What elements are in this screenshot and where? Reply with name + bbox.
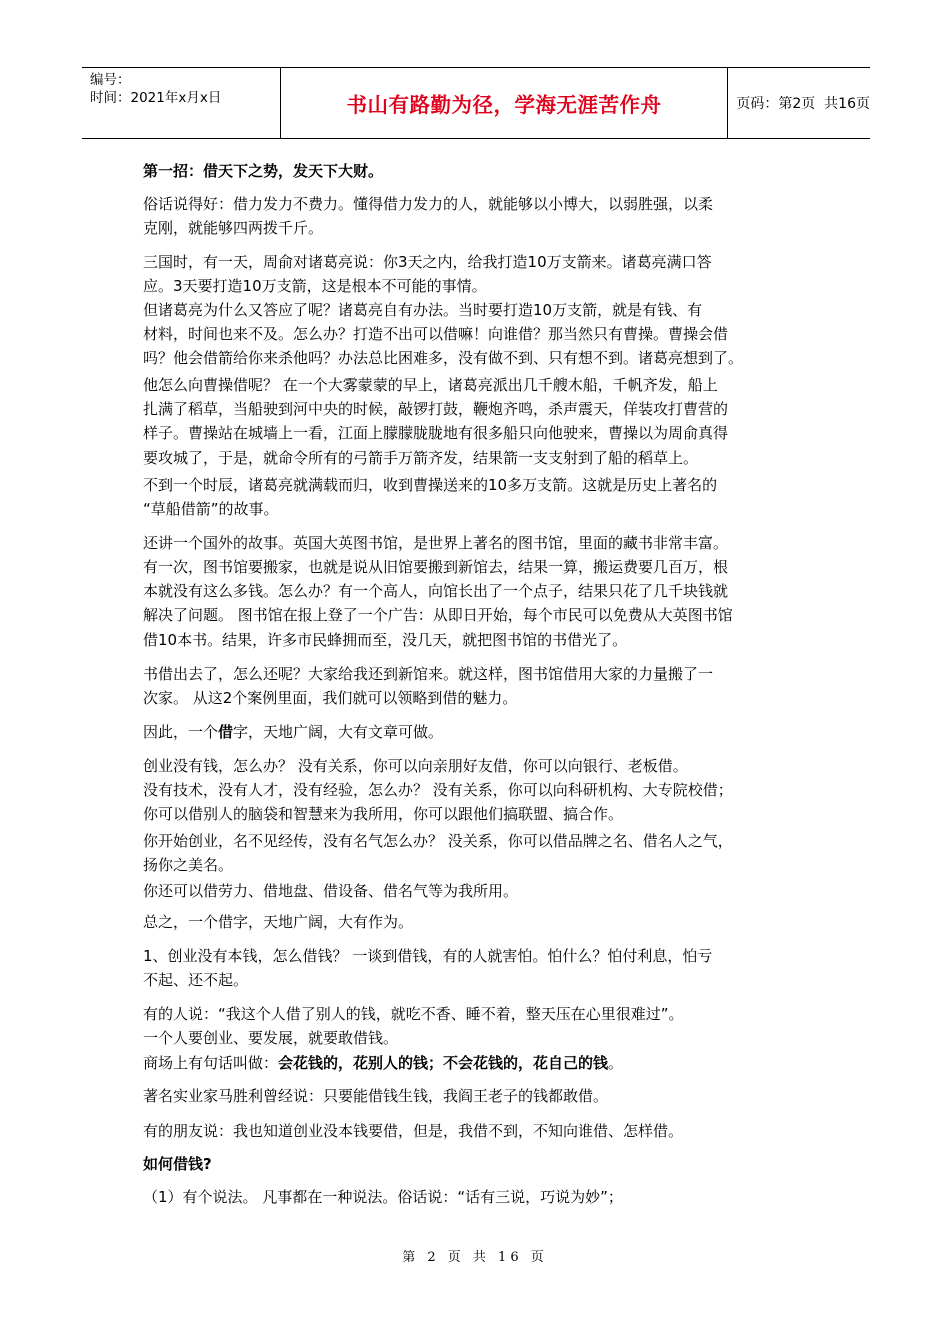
subheading: 如何借钱? [143, 1155, 212, 1173]
text-span: 字，天地广阔，大有文章可做。 [233, 723, 444, 741]
text-span: 。 [608, 1054, 624, 1072]
paragraph-line: 著名实业家马胜利曾经说：只要能借钱生钱，我阎王老子的钱都敢借。 [143, 1087, 609, 1105]
paragraph-line: “草船借箭”的故事。 [143, 500, 279, 518]
paragraph-line: 创业没有钱，怎么办？ 没有关系，你可以向亲朋好友借，你可以向银行、老板借。 [143, 757, 688, 775]
paragraph-line: 不到一个时辰，诸葛亮就满载而归，收到曹操送来的10多万支箭。这就是历史上著名的 [143, 476, 718, 494]
page-footer: 第 2 页 共 16 页 [402, 1250, 548, 1265]
paragraph-line: 总之，一个借字，天地广阔，大有作为。 [143, 913, 414, 931]
paragraph-line: 扎满了稻草，当船驶到河中央的时候，敲锣打鼓，鞭炮齐鸣，杀声震天，佯装攻打曹营的 [143, 400, 729, 418]
paragraph-line: 材料，时间也来不及。怎么办？打造不出可以借嘛！向谁借？那当然只有曹操。曹操会借 [143, 325, 729, 343]
number-label: 编号： [90, 72, 131, 88]
paragraph-line: 你可以借别人的脑袋和智慧来为我所用，你可以跟他们搞联盟、搞合作。 [143, 805, 624, 823]
text-span: 商场上有句话叫做： [143, 1054, 279, 1072]
paragraph-line: 扬你之美名。 [143, 856, 234, 874]
paragraph-line: 不起、还不起。 [143, 971, 249, 989]
paragraph-line: 有的朋友说：我也知道创业没本钱要借，但是，我借不到，不知向谁借、怎样借。 [143, 1122, 684, 1140]
paragraph-line: 吗？他会借箭给你来杀他吗？办法总比困难多，没有做不到、只有想不到。诸葛亮想到了。 [143, 349, 744, 367]
paragraph-line: 有的人说：“我这个人借了别人的钱，就吃不香、睡不着，整天压在心里很难过”。 [143, 1005, 684, 1023]
text-span: 因此，一个 [143, 723, 219, 741]
emphasis-line [143, 1052, 623, 1074]
paragraph-line: 三国时，有一天，周俞对诸葛亮说：你3天之内，给我打造10万支箭来。诸葛亮满口答 [143, 253, 712, 271]
bold-text: 会花钱的，花别人的钱；不会花钱的，花自己的钱 [278, 1054, 609, 1072]
paragraph-line: 解决了问题。 图书馆在报上登了一个广告：从即日开始，每个市民可以免费从大英图书馆 [143, 606, 733, 624]
paragraph-line: 一个人要创业、要发展，就要敢借钱。 [143, 1029, 399, 1047]
paragraph-line: 俗话说得好：借力发力不费力。懂得借力发力的人，就能够以小博大，以弱胜强，以柔 [143, 195, 714, 213]
section-title: 第一招：借天下之势，发天下大财。 [143, 162, 384, 180]
paragraph-line: 1、创业没有本钱，怎么借钱？ 一谈到借钱，有的人就害怕。怕什么？怕付利息，怕亏 [143, 947, 713, 965]
paragraph-line: 应。3天要打造10万支箭，这是根本不可能的事情。 [143, 277, 487, 295]
paragraph-line: 你开始创业，名不见经传，没有名气怎么办？ 没关系，你可以借品牌之名、借名人之气， [143, 832, 733, 850]
date-label: 时间：2021年x月x日 [90, 90, 222, 106]
paragraph-line: 要攻城了，于是，就命令所有的弓箭手万箭齐发，结果箭一支支射到了船的稻草上。 [143, 449, 699, 467]
paragraph-line: 没有技术，没有人才，没有经验，怎么办？ 没有关系，你可以向科研机构、大专院校借； [143, 781, 733, 799]
paragraph-line: 但诸葛亮为什么又答应了呢？诸葛亮自有办法。当时要打造10万支箭，就是有钱、有 [143, 301, 703, 319]
paragraph-line: 书借出去了，怎么还呢？大家给我还到新馆来。就这样，图书馆借用大家的力量搬了一 [143, 665, 714, 683]
paragraph-line: 还讲一个国外的故事。英国大英图书馆，是世界上著名的图书馆，里面的藏书非常丰富。 [143, 534, 729, 552]
paragraph-line: 借10本书。结果，许多市民蜂拥而至，没几天，就把图书馆的书借光了。 [143, 631, 628, 649]
header-page [728, 68, 870, 138]
paragraph-line: 你还可以借劳力、借地盘、借设备、借名气等为我所用。 [143, 882, 519, 900]
paragraph-line: 他怎么向曹操借呢？ 在一个大雾蒙蒙的早上，诸葛亮派出几千艘木船，千帆齐发，船上 [143, 376, 718, 394]
paragraph-line: （1）有个说法。 凡事都在一种说法。俗话说：“话有三说，巧说为妙”； [143, 1188, 623, 1206]
header-meta [82, 68, 280, 138]
paragraph-line: 克刚，就能够四两拨千斤。 [143, 219, 324, 237]
paragraph-line: 样子。曹操站在城墙上一看，江面上朦朦胧胧地有很多船只向他驶来，曹操以为周俞真得 [143, 424, 729, 442]
bold-text: 借 [218, 723, 234, 741]
page-label: 页码：第2页 共16页 [736, 96, 870, 112]
paragraph-line: 有一次，图书馆要搬家，也就是说从旧馆要搬到新馆去，结果一算，搬运费要几百万，根 [143, 558, 729, 576]
paragraph-line: 本就没有这么多钱。怎么办？有一个高人，向馆长出了一个点子，结果只花了几千块钱就 [143, 582, 729, 600]
header-motto: 书山有路勤为径，学海无涯苦作舟 [280, 68, 729, 138]
paragraph-line: 次家。 从这2个案例里面，我们就可以领略到借的魅力。 [143, 689, 518, 707]
emphasis-line [143, 721, 443, 743]
page-header [82, 67, 870, 139]
